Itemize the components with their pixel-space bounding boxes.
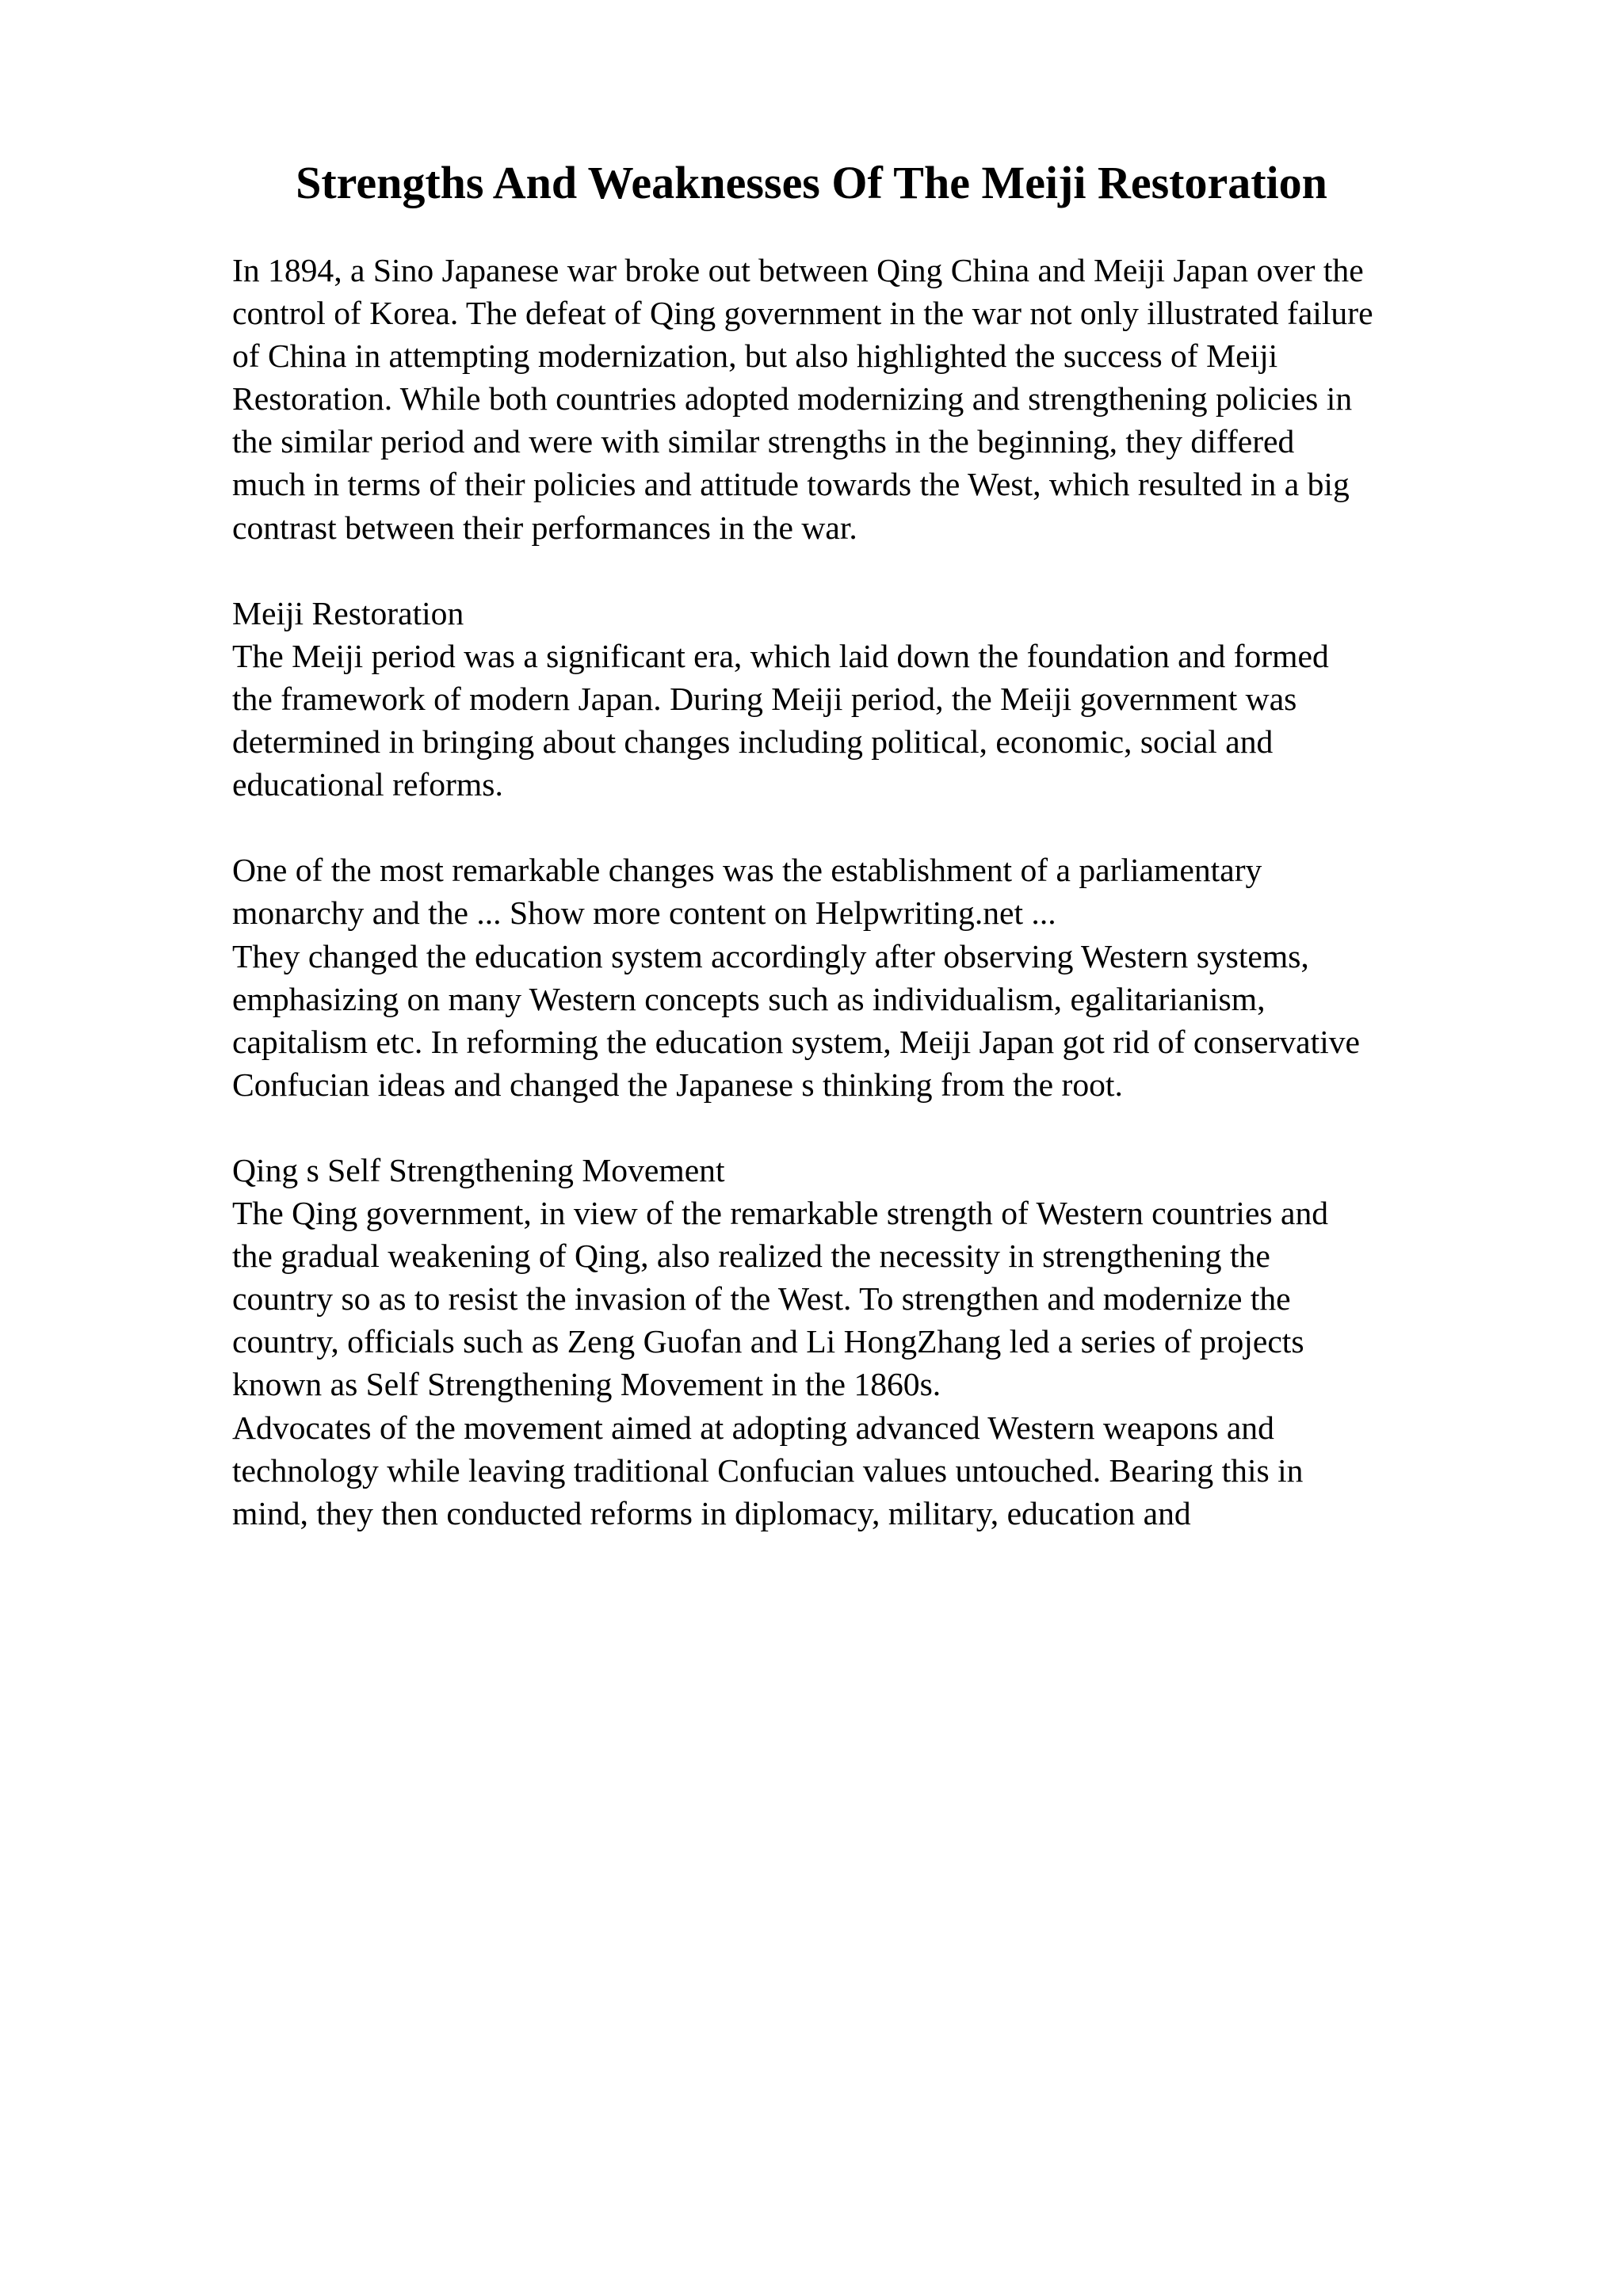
section-heading-self-strengthening: Qing s Self Strengthening Movement	[232, 1151, 725, 1188]
text-line: much in terms of their policies and attitude towards the West, which resulted in a big	[232, 466, 1350, 503]
text-line: emphasizing on many Western concepts such as individualism, egalitarianism,	[232, 980, 1266, 1017]
text-line: the gradual weakening of Qing, also realized the necessity in strengthening the	[232, 1238, 1270, 1275]
text-line: the similar period and were with similar strengths in the beginning, they differed	[232, 423, 1295, 460]
text-line: In 1894, a Sino Japanese war broke out between Qing China and Meiji Japan over the	[232, 252, 1364, 288]
text-line: country so as to resist the invasion of the West. To strengthen and modernize the	[232, 1280, 1291, 1318]
text-line: Restoration. While both countries adopted modernizing and strengthening policies in	[232, 380, 1353, 418]
show-more-line: monarchy and the ... Show more content on Helpwriting.net ...	[232, 894, 1056, 932]
text-line: determined in bringing about changes including political, economic, social and	[232, 723, 1274, 761]
paragraph-gap	[232, 549, 1579, 592]
text-line: capitalism etc. In reforming the education system, Meiji Japan got rid of conservative	[232, 1023, 1361, 1060]
text-line: The Meiji period was a significant era, which laid down the foundation and formed	[232, 637, 1329, 674]
document-body	[232, 249, 1579, 1535]
text-line: They changed the education system accordingly after observing Western systems,	[232, 937, 1309, 974]
section-heading-meiji-restoration: Meiji Restoration	[232, 594, 464, 631]
text-line: control of Korea. The defeat of Qing government in the war not only illustrated failure	[232, 295, 1373, 332]
text-line: contrast between their performances in the war.	[232, 509, 857, 546]
text-line: The Qing government, in view of the remarkable strength of Western countries and	[232, 1195, 1329, 1232]
page-title: Strengths And Weaknesses Of The Meiji Restoration	[296, 157, 1327, 208]
text-line: of China in attempting modernization, but also highlighted the success of Meiji	[232, 338, 1278, 375]
text-line: technology while leaving traditional Confucian values untouched. Bearing this in	[232, 1451, 1304, 1489]
text-line: country, officials such as Zeng Guofan and Li HongZhang led a series of projects	[232, 1323, 1304, 1360]
text-line: One of the most remarkable changes was the establishment of a parliamentary	[232, 852, 1262, 889]
text-line: Confucian ideas and changed the Japanese s thinking from the root.	[232, 1066, 1123, 1103]
text-line: Advocates of the movement aimed at adopting advanced Western weapons and	[232, 1409, 1274, 1446]
paragraph-gap	[232, 1106, 1579, 1149]
text-line: known as Self Strengthening Movement in the 1860s.	[232, 1366, 941, 1403]
paragraph-gap	[232, 806, 1579, 849]
text-line: mind, they then conducted reforms in diplomacy, military, education and	[232, 1494, 1191, 1531]
text-line: the framework of modern Japan. During Meiji period, the Meiji government was	[232, 680, 1297, 717]
text-line: educational reforms.	[232, 766, 503, 803]
